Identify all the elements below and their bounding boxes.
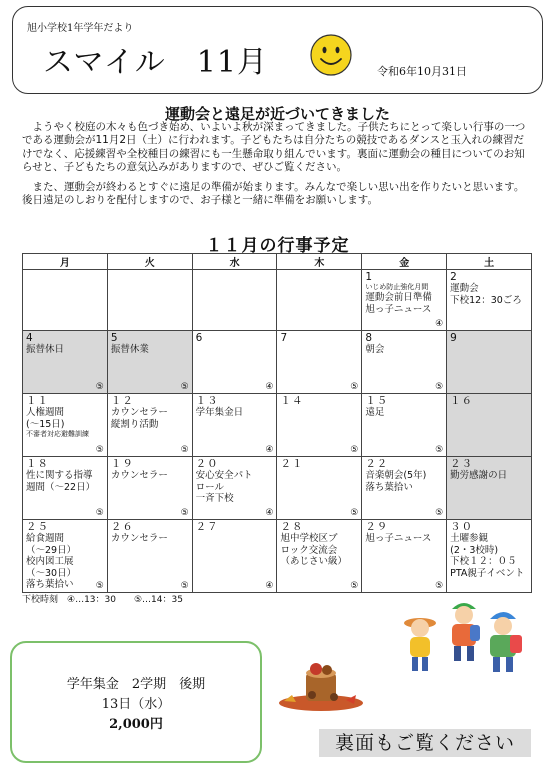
dismissal-mark: ⑤: [180, 445, 189, 455]
dismissal-mark: ⑤: [350, 445, 359, 455]
calendar-week-row: [23, 270, 532, 331]
event-text: 旭中学校区ブ: [280, 533, 338, 544]
calendar-day-cell: [362, 331, 447, 394]
day-number: ２８: [280, 521, 304, 533]
header-box: [12, 6, 543, 94]
calendar-day-cell: [23, 270, 108, 331]
event-text: 落ち葉拾い: [26, 579, 74, 590]
event-text: 安心安全パト: [195, 470, 253, 481]
event-text: 土曜参観: [450, 533, 489, 544]
day-number: ２２: [365, 458, 389, 470]
event-text: 給食週間: [26, 533, 65, 544]
event-calendar: [22, 253, 532, 593]
collection-title: 学年集金 2学期 後期: [66, 677, 206, 692]
newsletter-title: スマイル 11月: [43, 45, 268, 80]
dismissal-mark: ④: [265, 508, 274, 518]
event-text: 勤労感謝の日: [450, 470, 508, 481]
school-name: 旭小学校1年学年だより: [27, 23, 134, 34]
day-header: 火: [107, 254, 192, 270]
event-text: (2・3校時): [450, 544, 499, 556]
dismissal-mark: ⑤: [180, 508, 189, 518]
event-text: カウンセラー: [110, 470, 168, 481]
collection-amount: 2,000円: [109, 717, 163, 732]
dismissal-mark: ⑤: [95, 580, 104, 591]
calendar-day-cell: [107, 394, 192, 457]
day-number: 4: [26, 332, 34, 344]
dismissal-times: 下校時刻 ④…13：30 ⑤…14：35: [22, 595, 183, 605]
event-text: いじめ防止強化月間: [365, 283, 429, 291]
collection-notice: [10, 641, 262, 763]
day-number: ２５: [26, 521, 49, 533]
dismissal-mark: ④: [435, 319, 444, 329]
day-number: 7: [280, 332, 289, 344]
day-number: ２６: [110, 521, 134, 533]
event-text: 下校１２：０５: [450, 556, 517, 567]
day-number: 9: [450, 332, 458, 344]
day-header: 金: [362, 254, 447, 270]
day-number: １６: [450, 395, 474, 407]
calendar-day-cell: [277, 520, 362, 593]
dismissal-mark: ⑤: [180, 382, 189, 392]
day-number: １５: [365, 395, 389, 407]
event-text: 性に関する指導: [26, 470, 93, 481]
article-paragraph-1: ようやく校庭の木々も色づき始め、いよいよ秋が深まってきました。子供たちにとって楽しい行事の一つである運動会が11月2日（土）に行われます。子どもたちは自分たちの競技であるダンスと玉入れの練習だけでなく、応援練習や全校種目の練習にも一生懸命取り組んでいます。裏面に運動会の種目についてのお知らせと、子どもたちの意気込みがありますので、ぜひご覧ください。: [22, 121, 526, 174]
day-number: 8: [365, 332, 373, 344]
calendar-day-cell: [277, 270, 362, 331]
event-text: 不審者対応避難訓練: [26, 430, 89, 438]
calendar-day-cell: [447, 457, 532, 520]
event-text: 運動会: [450, 283, 479, 294]
day-number: １１: [26, 395, 49, 407]
day-header: 月: [23, 254, 108, 270]
calendar-day-cell: [277, 331, 362, 394]
event-text: 旭っ子ニュース: [365, 303, 432, 315]
day-number: ２７: [195, 521, 219, 533]
hiking-children-illustration: [392, 595, 542, 680]
calendar-day-cell: [107, 270, 192, 331]
day-number: 2: [450, 271, 458, 283]
day-number: ２１: [280, 458, 304, 470]
dismissal-mark: ④: [265, 445, 274, 455]
calendar-day-cell: [362, 457, 447, 520]
see-back-note: 裏面もご覧ください: [319, 729, 531, 757]
calendar-day-cell: [447, 520, 532, 593]
event-text: （〜30日）: [26, 567, 77, 579]
event-text: 運動会前日準備: [365, 292, 432, 303]
calendar-day-cell: [23, 520, 108, 593]
event-text: ロール: [195, 481, 224, 493]
event-text: 遠足: [365, 407, 385, 418]
collection-date: 13日（水）: [101, 697, 171, 712]
day-number: 1: [365, 271, 373, 283]
calendar-day-cell: [192, 331, 277, 394]
event-text: 縦割り活動: [110, 418, 159, 430]
day-number: １３: [195, 395, 219, 407]
event-text: 週間（〜22日）: [26, 481, 96, 493]
calendar-day-cell: [23, 457, 108, 520]
day-header: 木: [277, 254, 362, 270]
dismissal-mark: ⑤: [180, 580, 189, 591]
day-number: １９: [110, 458, 134, 470]
calendar-day-cell: [447, 394, 532, 457]
dismissal-mark: ⑤: [350, 580, 359, 591]
calendar-day-cell: [362, 394, 447, 457]
dismissal-mark: ⑤: [350, 382, 359, 392]
event-text: ロック交流会: [280, 544, 338, 556]
dismissal-mark: ⑤: [435, 508, 444, 518]
event-text: 音楽朝会(5年): [365, 470, 427, 481]
article-body: [22, 121, 532, 213]
day-number: ２９: [365, 521, 389, 533]
event-text: 人権週間: [26, 407, 65, 418]
event-text: 旭っ子ニュース: [365, 533, 432, 544]
day-number: １４: [280, 395, 304, 407]
dismissal-mark: ⑤: [435, 445, 444, 455]
article-title: 運動会と遠足が近づいてきました: [164, 105, 390, 123]
dismissal-mark: ⑤: [95, 508, 104, 518]
calendar-day-cell: [447, 331, 532, 394]
calendar-day-cell: [107, 331, 192, 394]
day-number: ２３: [450, 458, 474, 470]
calendar-day-cell: [362, 270, 447, 331]
event-text: 下校12：30ごろ: [450, 294, 522, 306]
calendar-day-cell: [192, 520, 277, 593]
dismissal-mark: ④: [265, 580, 274, 591]
dismissal-mark: ⑤: [95, 445, 104, 455]
calendar-day-cell: [107, 520, 192, 593]
event-text: カウンセラー: [110, 533, 168, 544]
event-text: （〜29日）: [26, 544, 77, 556]
calendar-day-cell: [362, 520, 447, 593]
dismissal-mark: ⑤: [435, 382, 444, 392]
dismissal-mark: ⑤: [435, 580, 444, 591]
calendar-week-row: [23, 394, 532, 457]
calendar-day-cell: [23, 331, 108, 394]
day-header: 水: [192, 254, 277, 270]
event-text: 一斉下校: [195, 493, 234, 504]
calendar-week-row: [23, 520, 532, 593]
event-text: カウンセラー: [110, 407, 168, 418]
event-text: （あじさい級）: [280, 556, 347, 567]
day-number: １２: [110, 395, 134, 407]
day-header: 土: [447, 254, 532, 270]
day-number: ３０: [450, 521, 474, 533]
event-text: (〜15日): [26, 418, 65, 430]
day-number: ２０: [195, 458, 219, 470]
issue-date: 令和6年10月31日: [377, 65, 467, 78]
event-text: PTA親子イベント: [450, 567, 525, 579]
event-text: 校内図工展: [26, 556, 74, 567]
calendar-week-row: [23, 457, 532, 520]
event-text: 落ち葉拾い: [365, 481, 413, 493]
calendar-day-cell: [447, 270, 532, 331]
calendar-day-cell: [23, 394, 108, 457]
calendar-day-cell: [277, 457, 362, 520]
calendar-title: １１月の行事予定: [205, 236, 350, 256]
calendar-day-cell: [192, 270, 277, 331]
event-text: 朝会: [365, 344, 385, 355]
event-text: 振替休業: [110, 344, 149, 355]
article-paragraph-2: また、運動会が終わるとすぐに遠足の準備が始まります。みんなで楽しい思い出を作りたいと思います。後日遠足のしおりを配付しますので、お子様と一緒に準備をお願いします。: [22, 180, 525, 207]
calendar-header-row: [23, 254, 532, 270]
event-text: 振替休日: [26, 344, 65, 355]
calendar-day-cell: [277, 394, 362, 457]
dismissal-mark: ⑤: [95, 382, 104, 392]
calendar-day-cell: [192, 394, 277, 457]
calendar-week-row: [23, 331, 532, 394]
day-number: 6: [195, 332, 204, 344]
autumn-stump-illustration: [276, 653, 366, 713]
smiley-face-icon: [309, 33, 353, 77]
day-number: 5: [110, 332, 119, 344]
day-number: １８: [26, 458, 49, 470]
calendar-day-cell: [107, 457, 192, 520]
dismissal-mark: ⑤: [350, 508, 359, 518]
event-text: 学年集金日: [195, 407, 244, 418]
dismissal-mark: ④: [265, 382, 274, 392]
calendar-day-cell: [192, 457, 277, 520]
